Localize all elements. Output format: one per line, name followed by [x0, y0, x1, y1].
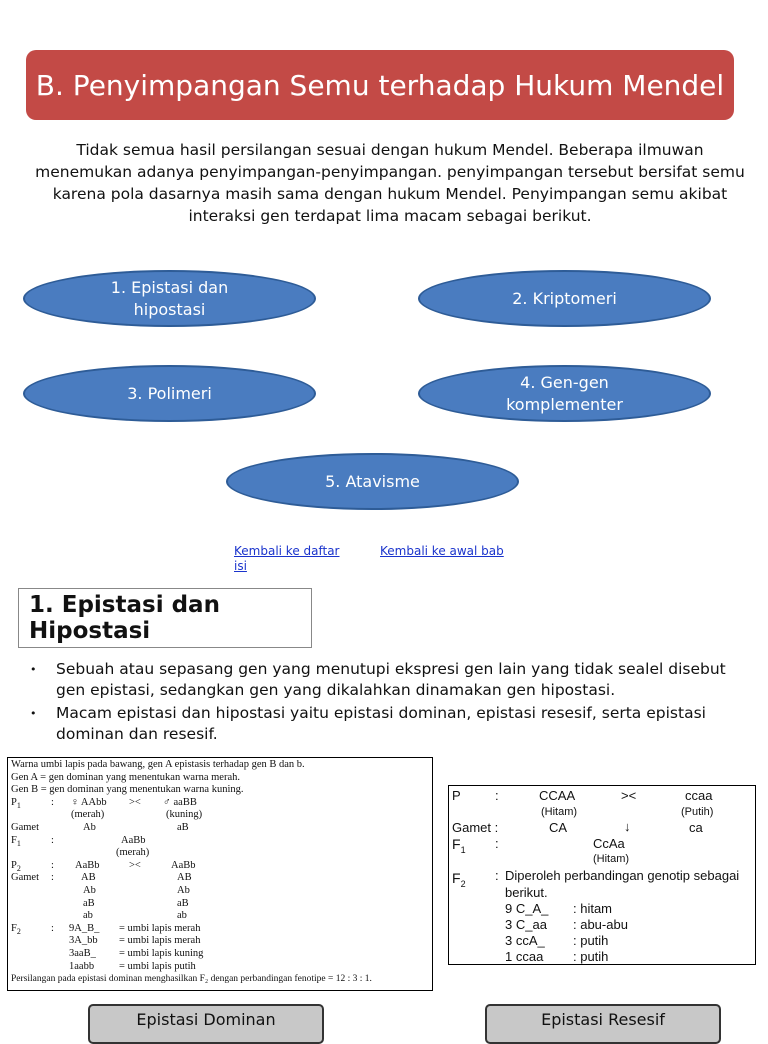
table-text	[452, 836, 466, 855]
section-title: 1. Epistasi dan Hipostasi	[18, 588, 312, 648]
table-text: 9 C_A_	[505, 901, 549, 916]
table-text: (kuning)	[166, 809, 203, 821]
table-text: 2	[16, 863, 21, 873]
table-text: = umbi lapis merah	[119, 935, 201, 947]
table-text: 3 C_aa	[505, 917, 547, 932]
table-text: F	[11, 922, 17, 934]
topic-label: 2. Kriptomeri	[512, 288, 617, 308]
table-text: AaBb	[121, 834, 146, 846]
topic-atavisme-button[interactable]	[226, 453, 519, 510]
table-text: :	[51, 859, 54, 871]
table-text: 1	[16, 838, 21, 848]
table-text: Warna umbi lapis pada bawang, gen A epistasis terhadap gen B dan b.	[11, 759, 305, 770]
table-text: 9A_B_	[69, 922, 100, 934]
table-text: ab	[177, 910, 187, 922]
table-text: : putih	[573, 949, 609, 964]
bullet-text: Sebuah atau sepasang gen yang menutupi ekspresi gen lain yang tidak sealel disebut gen epistasi, sedangkan gen yang dikalahkan dinamakan gen hipostasi.	[56, 660, 726, 699]
table-text: (merah)	[71, 809, 105, 821]
table-text: Gamet	[11, 821, 39, 833]
topic-label: 1. Epistasi dan hipostasi	[110, 277, 229, 319]
table-text: AB	[177, 872, 192, 884]
table-text: aB	[83, 897, 95, 909]
bullet-text: Macam epistasi dan hipostasi yaitu epistasi dominan, epistasi resesif, serta epistasi dominan dan resesif.	[56, 704, 706, 743]
table-text: AaBb	[75, 859, 100, 871]
intro-paragraph: Tidak semua hasil persilangan sesuai dengan hukum Mendel. Beberapa ilmuwan menemukan adanya penyimpangan-penyimpangan. penyimpangan tersebut bersifat semu karena pola dasarnya masih sama dengan hukum Mendel. Penyimpangan semu akibat interaksi gen terdapat lima macam sebagai berikut.	[35, 141, 745, 225]
table-text: : abu-abu	[573, 917, 628, 932]
table-text: (Hitam)	[593, 853, 630, 865]
table-text: :	[495, 788, 499, 803]
table-text: Diperoleh perbandingan genotip sebagai	[505, 868, 740, 883]
table-text: :	[495, 868, 499, 883]
table-text: CA	[549, 820, 568, 835]
table-text: (merah)	[116, 847, 150, 859]
table-text: (Putih)	[681, 806, 714, 818]
table-text: 3A_bb	[69, 935, 98, 947]
table-text: AaBb	[171, 859, 196, 871]
table-text	[452, 870, 466, 889]
table-text: (Hitam)	[541, 806, 578, 818]
table-text: 3aaB_	[69, 947, 96, 959]
bullet-list	[30, 659, 730, 747]
topic-komplementer-button[interactable]	[418, 365, 711, 422]
recessive-epistasis-table	[448, 785, 756, 965]
table-text: aB	[177, 897, 189, 909]
table-text: ><	[129, 859, 141, 871]
table-text: P	[11, 859, 17, 871]
table-text: 1aabb	[69, 960, 95, 972]
table-text: ca	[689, 820, 703, 835]
bullet-icon: •	[30, 707, 37, 720]
table-text: Gamet :	[452, 820, 499, 835]
table-text: ab	[83, 910, 93, 922]
table-text: Gen B = gen dominan yang menentukan warna kuning.	[11, 784, 244, 796]
table-text: :	[51, 922, 54, 934]
topic-epistasi-button[interactable]	[23, 270, 316, 327]
table-text: ♀ AAbb	[71, 796, 107, 808]
table-text: F	[452, 870, 461, 886]
table-text: CCAA	[539, 788, 576, 803]
topic-label: 4. Gen-gen komplementer	[506, 372, 623, 414]
table-text: P	[11, 796, 17, 808]
table-text: berikut.	[505, 885, 548, 900]
table-text: : hitam	[573, 901, 613, 916]
table-text: aB	[177, 821, 189, 833]
table-text: Gamet	[11, 872, 39, 884]
table-text: Gen A = gen dominan yang menentukan warna merah.	[11, 771, 240, 783]
list-item	[30, 703, 730, 745]
table-text: 1	[16, 800, 21, 810]
back-to-chapter-link[interactable]: Kembali ke awal bab	[380, 544, 504, 558]
topic-label: 5. Atavisme	[325, 471, 420, 491]
topic-kriptomeri-button[interactable]	[418, 270, 711, 327]
table-text: = umbi lapis kuning	[119, 947, 204, 959]
table-text: Ab	[177, 884, 190, 896]
table-text: 2	[460, 878, 466, 889]
table-text: :	[495, 836, 499, 851]
topic-polimeri-button[interactable]	[23, 365, 316, 422]
back-to-contents-link[interactable]: Kembali ke daftar isi	[234, 544, 340, 573]
table-text: ><	[621, 788, 637, 803]
bullet-icon: •	[30, 663, 37, 676]
table-text: CcAa	[593, 836, 625, 851]
table-text: = umbi lapis merah	[119, 922, 201, 934]
table-text: :	[51, 796, 54, 808]
table-text: :	[51, 834, 54, 846]
table-text: 1 ccaa	[505, 949, 544, 964]
table-text: :	[51, 872, 54, 884]
page-title: B. Penyimpangan Semu terhadap Hukum Mendel	[26, 50, 734, 120]
epistasi-resesif-button[interactable]: Epistasi Resesif	[485, 1004, 721, 1044]
table-text: Ab	[83, 821, 96, 833]
epistasi-dominan-button[interactable]: Epistasi Dominan	[88, 1004, 324, 1044]
table-text: F	[452, 836, 461, 852]
table-text: AB	[81, 872, 96, 884]
table-text: = umbi lapis putih	[119, 960, 196, 972]
table-text: 3 ccA_	[505, 933, 545, 948]
table-text: ccaa	[685, 788, 713, 803]
arrow-down-icon: ↓	[624, 819, 631, 834]
dominant-epistasis-table	[7, 757, 433, 991]
table-text: Ab	[83, 884, 96, 896]
table-text: 2	[16, 926, 21, 936]
table-text: : putih	[573, 933, 609, 948]
table-text: ><	[129, 796, 141, 808]
table-text: ♂ aaBB	[163, 796, 197, 808]
table-text: P	[452, 788, 461, 803]
topic-label: 3. Polimeri	[127, 383, 212, 403]
table-text: Persilangan pada epistasi dominan menghasilkan F₂ dengan perbandingan fenotipe = 12 : 3 : 1.	[11, 974, 372, 985]
table-text: F	[11, 834, 17, 846]
list-item	[30, 659, 730, 701]
table-text: 1	[460, 844, 466, 855]
